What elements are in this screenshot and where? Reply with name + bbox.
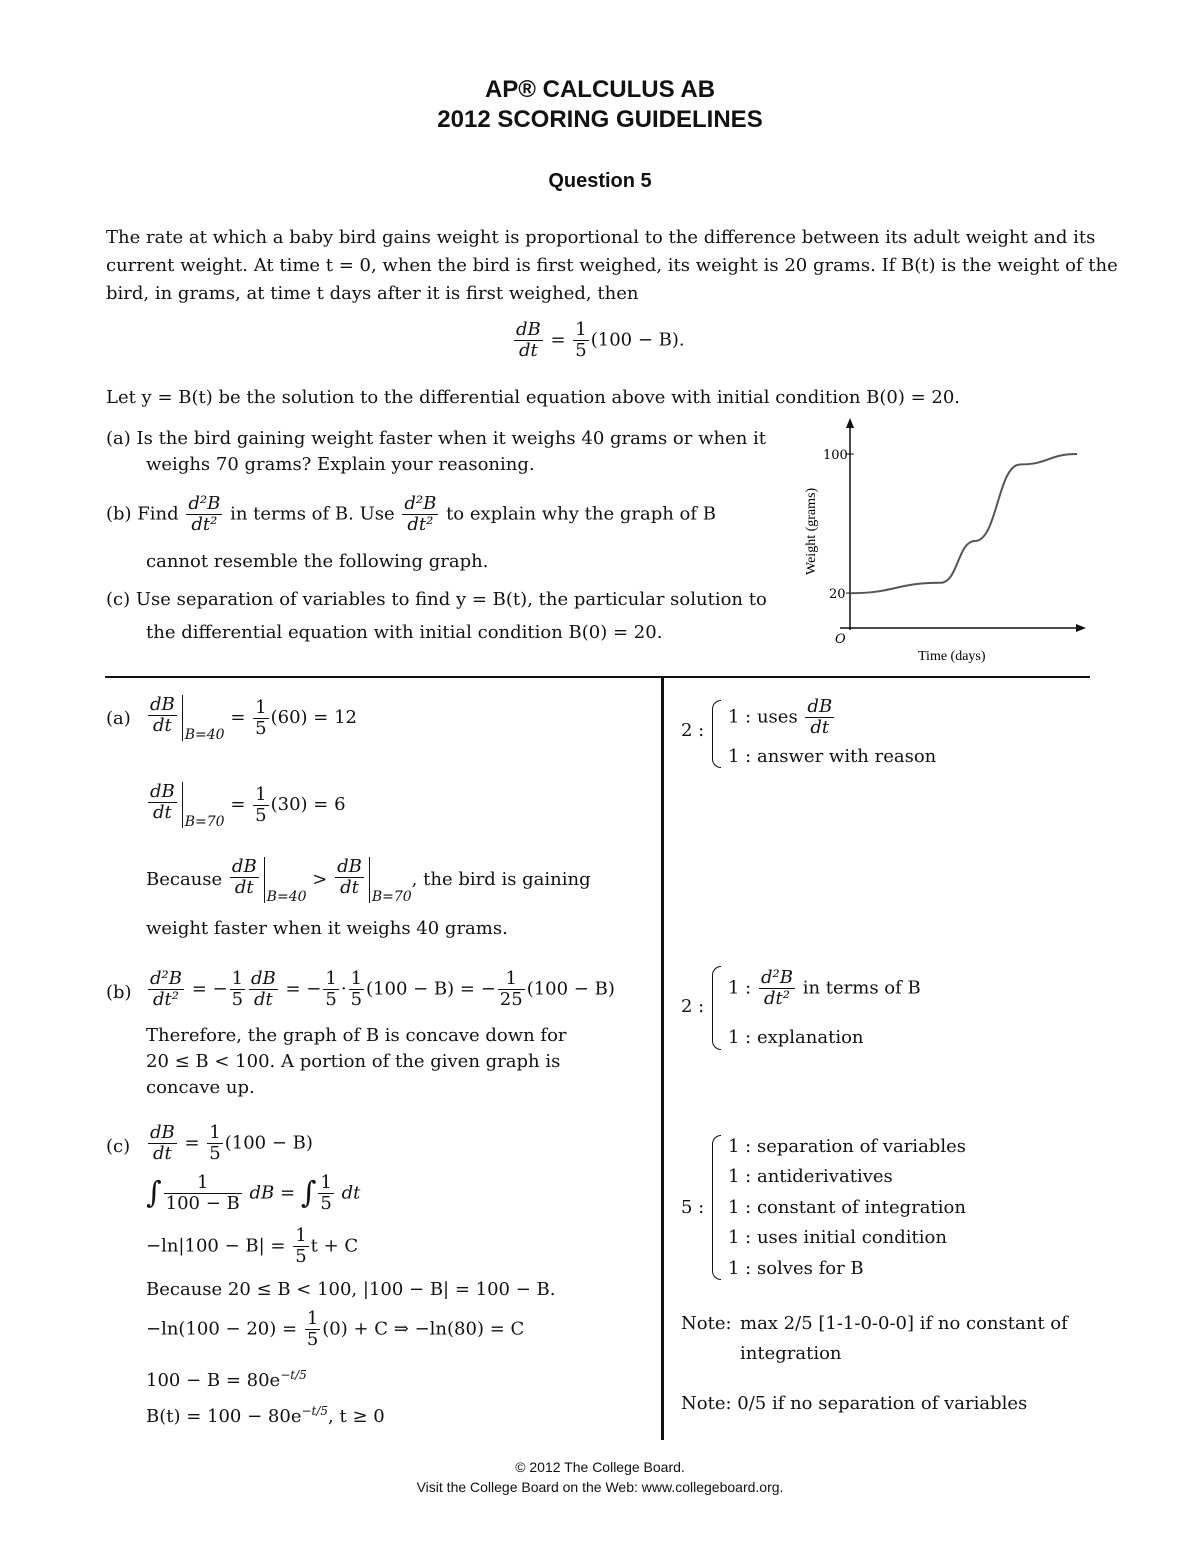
sol-c-eq7 xyxy=(146,1400,385,1428)
c5-fn: 1 xyxy=(306,1308,319,1329)
c2-end: dt xyxy=(341,1182,361,1204)
a4-den: dt xyxy=(340,877,359,898)
ytick-label-20: 20 xyxy=(829,587,846,602)
b-dt2: dt² xyxy=(191,514,218,535)
note1-line2: integration xyxy=(740,1343,842,1364)
sol-b-label: (b) xyxy=(106,982,132,1003)
y-axis-arrow xyxy=(846,418,854,428)
eq-frac-num: 1 xyxy=(575,319,587,340)
sol-b-eq: $\frac{\text{d²B}}{\text{dt²}}$ = − $\frac{1}{5}$ $\frac{dB}{dt}$ = − $\frac{1}{5}$ · $\frac{1}{5}$ (100 − B) = − $\frac{1}{25}$ (100 − B) xyxy=(150,968,615,1010)
part-b-label: (b) Find xyxy=(106,503,179,525)
c1-fd: 5 xyxy=(209,1143,221,1164)
sol-a-eq2 xyxy=(146,782,346,833)
a1-fn: 1 xyxy=(255,696,267,718)
a2-eq: = xyxy=(230,794,252,815)
sol-c-label: (c) xyxy=(106,1136,131,1157)
a-because: Because xyxy=(146,869,223,890)
a1-sub: B=40 xyxy=(184,727,225,743)
question-title: Question 5 xyxy=(548,170,652,192)
c2-fn: 1 xyxy=(320,1172,332,1193)
c2-den: 100 − B xyxy=(165,1193,240,1214)
y-axis-label: Weight (grams) xyxy=(804,487,819,575)
a2-fn: 1 xyxy=(255,783,267,805)
score-a-brace xyxy=(712,700,721,768)
footer-copyright: © 2012 The College Board. xyxy=(515,1459,685,1475)
a3-gt: > xyxy=(312,869,328,890)
part-b-mid: in terms of B. Use xyxy=(230,503,395,525)
a4-sub: B=70 xyxy=(371,889,412,905)
a3-sub: B=40 xyxy=(266,889,307,905)
title-line1: AP® CALCULUS AB xyxy=(484,76,716,103)
c2-mid: dB = xyxy=(249,1182,296,1204)
note1-label: Note: xyxy=(681,1313,732,1334)
c5-fd: 5 xyxy=(306,1329,319,1350)
sol-b-line1: Therefore, the graph of B is concave down for xyxy=(146,1025,567,1046)
a4-num: dB xyxy=(337,856,362,877)
ytick-label-100: 100 xyxy=(823,448,848,463)
let-line: Let y = B(t) be the solution to the differential equation above with initial condition B(0) = 20. xyxy=(106,387,961,408)
score-a-item2: 1 : answer with reason xyxy=(728,746,937,767)
c7-exp: −t/5 xyxy=(301,1404,329,1418)
c5-tail: (0) + C ⇒ −ln(80) = C xyxy=(322,1318,525,1340)
c2-num: 1 xyxy=(164,1173,242,1194)
eq-den: dt xyxy=(518,340,538,361)
a3-num: dB xyxy=(231,856,257,877)
origin-label: O xyxy=(835,632,846,647)
a1-rest: (60) = 12 xyxy=(270,707,357,728)
note2: Note: 0/5 if no separation of variables xyxy=(681,1393,1028,1414)
intro-line2: current weight. At time t = 0, when the bird is first weighed, its weight is 20 grams. If B(t) is the weight of the xyxy=(106,255,1118,276)
c3-tail: t + C xyxy=(310,1235,359,1257)
divider-vertical xyxy=(661,676,664,1440)
a2-num: dB xyxy=(150,781,175,802)
intro-line1: The rate at which a baby bird gains weight is proportional to the difference between its adult weight and its xyxy=(106,227,1096,248)
a2-sub: B=70 xyxy=(184,814,225,830)
c3-fn: 1 xyxy=(295,1225,307,1246)
sol-a-label: (a) xyxy=(106,708,131,729)
a1-num: dB xyxy=(150,694,175,715)
score-c-brace xyxy=(712,1135,721,1280)
b3-num: dB xyxy=(251,968,276,989)
sa-num: dB xyxy=(807,696,833,717)
a1-fd: 5 xyxy=(255,717,267,739)
b4-num: 1 xyxy=(325,968,337,989)
part-b-end: to explain why the graph of B xyxy=(446,503,716,525)
b5-num: 1 xyxy=(350,968,363,989)
sol-c-eq3 xyxy=(146,1226,358,1267)
sol-c-eq6 xyxy=(146,1364,307,1392)
sol-c-eq5 xyxy=(146,1309,524,1350)
c1-rest: (100 − B) xyxy=(224,1132,313,1154)
eq-num: dB xyxy=(516,319,541,340)
sa-den: dt xyxy=(810,717,830,738)
sol-b-line3: concave up. xyxy=(146,1077,255,1098)
c6-exp: −t/5 xyxy=(280,1368,307,1382)
sol-a-eq1 xyxy=(146,695,357,746)
sol-b-line2: 20 ≤ B < 100. A portion of the given graph is xyxy=(146,1051,561,1072)
sol-c-eq2: ∫ $\frac{1}{100 - B}$ dB = ∫ $\frac{1}{5}$ dt xyxy=(146,1172,361,1214)
part-c-line1: (c) Use separation of variables to find y = B(t), the particular solution to xyxy=(106,589,767,610)
sol-a-because xyxy=(146,857,591,908)
sb-den: dt² xyxy=(763,988,790,1009)
a1-den: dt xyxy=(152,715,172,736)
part-c-line2: the differential equation with initial condition B(0) = 20. xyxy=(146,622,663,643)
b1-num: d²B xyxy=(150,968,182,989)
b-eq-mid: (100 − B) = − xyxy=(366,978,496,1000)
sol-c-eq4: Because 20 ≤ B < 100, |100 − B| = 100 − B. xyxy=(146,1279,556,1300)
a2-den: dt xyxy=(152,802,172,823)
a-because-tail: , the bird is gaining xyxy=(411,869,591,890)
score-c-item2: 1 : antiderivatives xyxy=(728,1166,893,1187)
weight-curve xyxy=(850,454,1077,593)
b1-den: dt² xyxy=(152,989,179,1010)
intro-line3: bird, in grams, at time t days after it is first weighed, then xyxy=(106,283,639,304)
footer-website: Visit the College Board on the Web: www.collegeboard.org. xyxy=(416,1479,784,1495)
note1-line1: max 2/5 [1-1-0-0-0] if no constant of xyxy=(740,1313,1068,1334)
score-b-item1-text: 1 : xyxy=(728,977,752,999)
score-c-item4: 1 : uses initial condition xyxy=(728,1227,947,1248)
c1-den: dt xyxy=(152,1143,172,1164)
score-a-item1 xyxy=(728,697,836,738)
b6-den: 25 xyxy=(499,989,523,1010)
b4-den: 5 xyxy=(325,989,337,1010)
b-d2b: d²B xyxy=(188,493,221,514)
c3-fd: 5 xyxy=(295,1246,307,1267)
a3-den: dt xyxy=(234,877,254,898)
b-d2b-2: d²B xyxy=(404,493,437,514)
divider-horizontal xyxy=(105,676,1090,678)
title-line2: 2012 SCORING GUIDELINES xyxy=(437,106,763,133)
score-b-points: 2 : xyxy=(681,996,705,1017)
b-eq-tail: (100 − B) xyxy=(526,978,615,1000)
c7-lhs: B(t) = 100 − 80e xyxy=(146,1406,302,1427)
b-dt2-2: dt² xyxy=(407,514,434,535)
x-axis-label: Time (days) xyxy=(918,649,986,664)
c2-fd: 5 xyxy=(320,1193,332,1214)
eq-rhs: (100 − B). xyxy=(590,329,685,351)
sb-num: d²B xyxy=(760,967,793,988)
part-a-line2: weighs 70 grams? Explain your reasoning. xyxy=(146,454,535,475)
score-c-points: 5 : xyxy=(681,1197,705,1218)
score-c-item3: 1 : constant of integration xyxy=(728,1197,966,1218)
score-c-item1: 1 : separation of variables xyxy=(728,1136,966,1157)
score-b-item1-tail: in terms of B xyxy=(802,977,921,999)
eq-frac-den: 5 xyxy=(575,340,587,361)
weight-graph xyxy=(795,415,1095,665)
x-axis-arrow xyxy=(1076,624,1086,632)
c6-lhs: 100 − B = 80e xyxy=(146,1370,281,1391)
c7-tail: , t ≥ 0 xyxy=(328,1406,385,1427)
score-b-item1 xyxy=(728,968,921,1009)
c1-num: dB xyxy=(150,1122,175,1143)
differential-equation: $\frac{dB}{dt}$ = $\frac{1}{5}$ (100 − B). xyxy=(516,319,685,361)
c1-fn: 1 xyxy=(209,1122,221,1143)
part-a-line1: (a) Is the bird gaining weight faster when it weighs 40 grams or when it xyxy=(106,428,767,449)
score-a-item1-text: 1 : uses xyxy=(728,706,798,728)
part-b-line1 xyxy=(106,494,716,535)
b5-den: 5 xyxy=(350,989,363,1010)
sol-c-eq1: $\frac{dB}{dt}$ = $\frac{1}{5}$ (100 − B) xyxy=(150,1122,313,1164)
score-a-points: 2 : xyxy=(681,720,705,741)
b6-num: 1 xyxy=(498,969,525,990)
b3-den: dt xyxy=(254,989,273,1010)
b2-den: 5 xyxy=(231,989,244,1010)
c3-lhs: −ln|100 − B| = xyxy=(146,1235,286,1257)
a1-eq: = xyxy=(230,707,252,728)
score-c-item5: 1 : solves for B xyxy=(728,1258,864,1279)
part-b-line2: cannot resemble the following graph. xyxy=(146,551,489,572)
b2-num: 1 xyxy=(231,968,244,989)
sol-a-conclusion: weight faster when it weighs 40 grams. xyxy=(146,918,508,939)
score-b-item2: 1 : explanation xyxy=(728,1027,864,1048)
score-b-brace xyxy=(712,966,721,1050)
a2-rest: (30) = 6 xyxy=(270,794,346,815)
a2-fd: 5 xyxy=(255,804,267,826)
c5-lhs: −ln(100 − 20) = xyxy=(146,1318,298,1340)
